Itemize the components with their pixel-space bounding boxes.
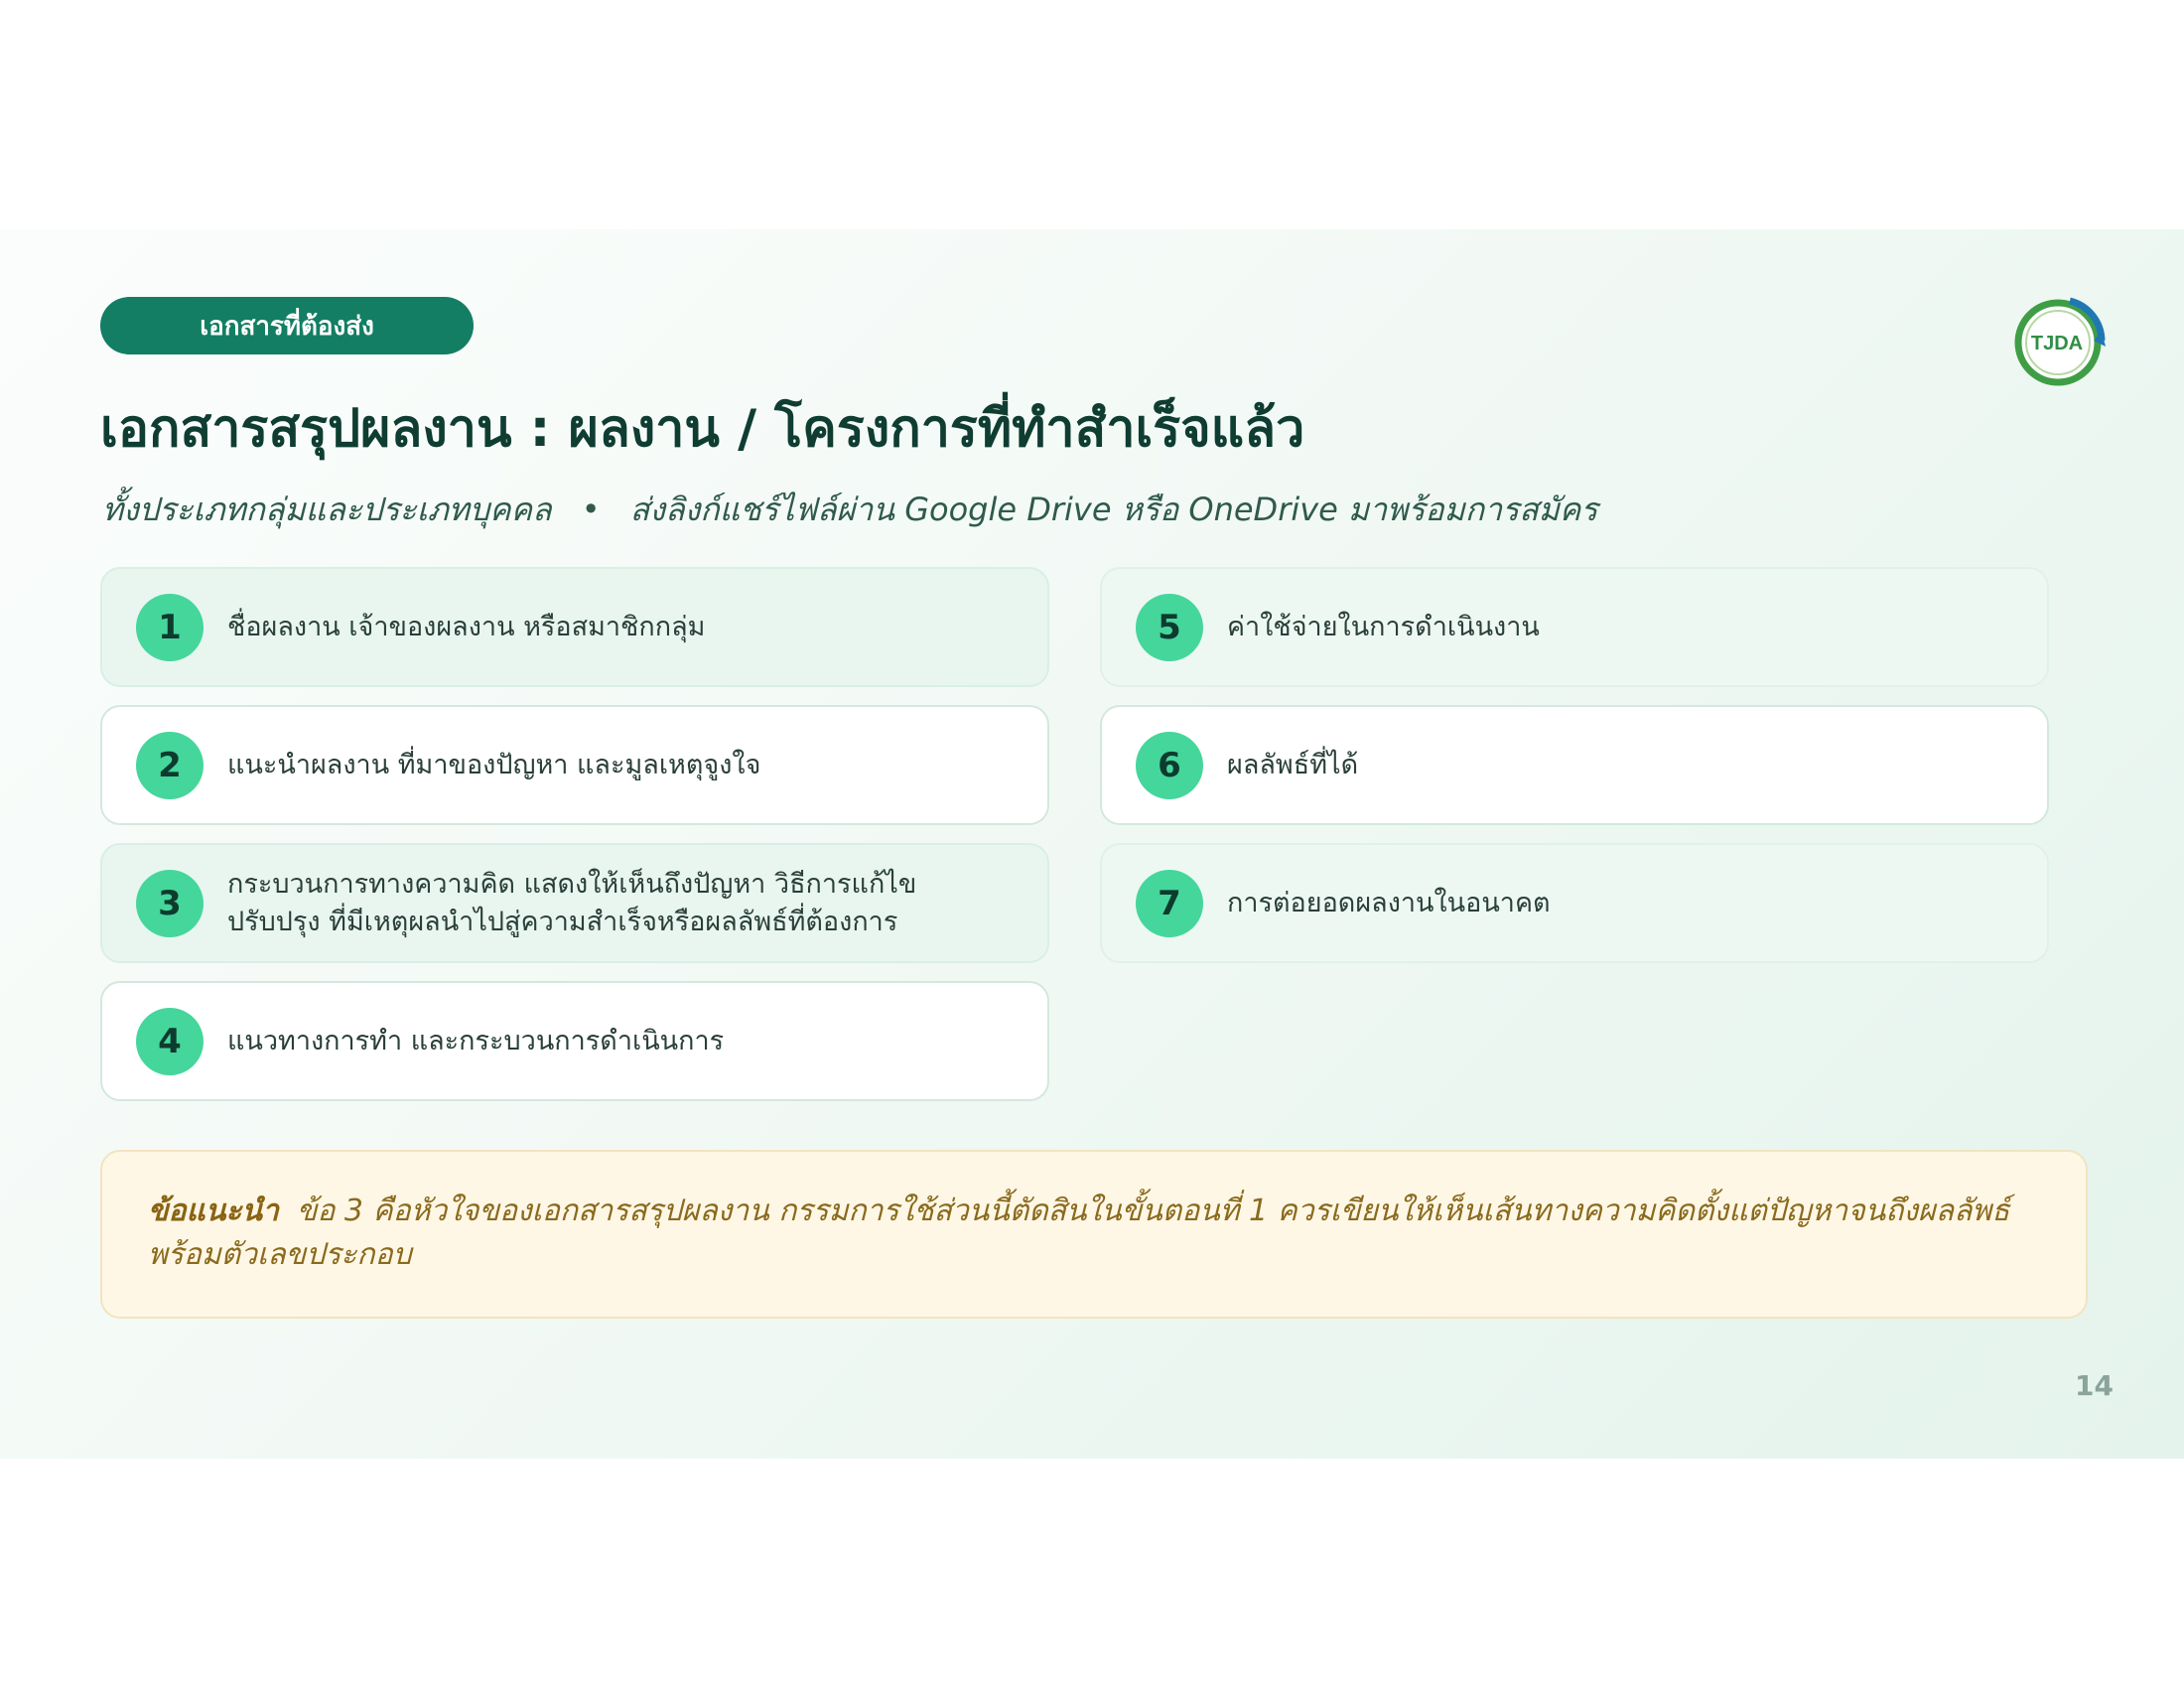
document-item-2 — [100, 705, 1049, 825]
item-text — [227, 609, 705, 646]
tip-label: ข้อแนะนำ — [148, 1194, 279, 1228]
item-line: ค่าใช้จ่ายในการดำเนินงาน — [1227, 611, 1540, 642]
page-number: 14 — [2075, 1369, 2114, 1402]
item-number-badge: 3 — [136, 870, 204, 937]
tip-text-line-2: พร้อมตัวเลขประกอบ — [148, 1237, 412, 1272]
subtitle-part-1: ทั้งประเภทกลุ่มและประเภทบุคคล — [102, 491, 552, 528]
slide — [0, 229, 2184, 1459]
subtitle-separator: • — [581, 491, 601, 528]
document-item-6 — [1100, 705, 2049, 825]
item-number-badge: 1 — [136, 594, 204, 661]
item-text — [1227, 885, 1551, 922]
tip-box — [100, 1150, 2088, 1319]
document-item-3 — [100, 843, 1049, 963]
subtitle — [102, 485, 1597, 535]
subtitle-part-2: ส่งลิงก์แชร์ไฟล์ผ่าน Google Drive หรือ OneDrive มาพร้อมการสมัคร — [629, 491, 1598, 528]
item-line: ชื่อผลงาน เจ้าของผลงาน หรือสมาชิกกลุ่ม — [227, 611, 706, 642]
logo-text: TJDA — [2030, 333, 2084, 354]
document-item-7 — [1100, 843, 2049, 963]
section-tag: เอกสารที่ต้องส่ง — [100, 297, 474, 354]
item-line: การต่อยอดผลงานในอนาคต — [1227, 887, 1551, 918]
item-text — [227, 1023, 724, 1060]
item-line: กระบวนการทางความคิด แสดงให้เห็นถึงปัญหา วิธีการแก้ไข — [227, 868, 917, 900]
item-number-badge: 4 — [136, 1008, 204, 1075]
item-text — [1227, 609, 1540, 646]
document-item-4 — [100, 981, 1049, 1101]
tjda-logo — [2010, 291, 2110, 390]
item-number-badge: 7 — [1136, 870, 1203, 937]
item-line: แนะนำผลงาน ที่มาของปัญหา และมูลเหตุจูงใจ — [227, 749, 761, 780]
document-item-5 — [1100, 567, 2049, 687]
item-line: ผลลัพธ์ที่ได้ — [1227, 749, 1359, 780]
item-text — [1227, 747, 1358, 784]
item-number-badge: 2 — [136, 732, 204, 799]
item-number-badge: 5 — [1136, 594, 1203, 661]
item-line: แนวทางการทำ และกระบวนการดำเนินการ — [227, 1025, 725, 1056]
document-item-1 — [100, 567, 1049, 687]
page-title: เอกสารสรุปผลงาน : ผลงาน / โครงการที่ทำสำเร็จแล้ว — [100, 399, 1305, 459]
item-number-badge: 6 — [1136, 732, 1203, 799]
item-text — [227, 866, 916, 941]
item-text — [227, 747, 760, 784]
item-line: ปรับปรุง ที่มีเหตุผลนำไปสู่ความสำเร็จหรือผลลัพธ์ที่ต้องการ — [227, 906, 898, 937]
tip-text-line-1: ข้อ 3 คือหัวใจของเอกสารสรุปผลงาน กรรมการใช้ส่วนนี้ตัดสินในขั้นตอนที่ 1 ควรเขียนให้เห็นเส้นทางความคิดตั้งแต่ปัญหาจนถึงผลลัพธ์ — [296, 1194, 2010, 1228]
